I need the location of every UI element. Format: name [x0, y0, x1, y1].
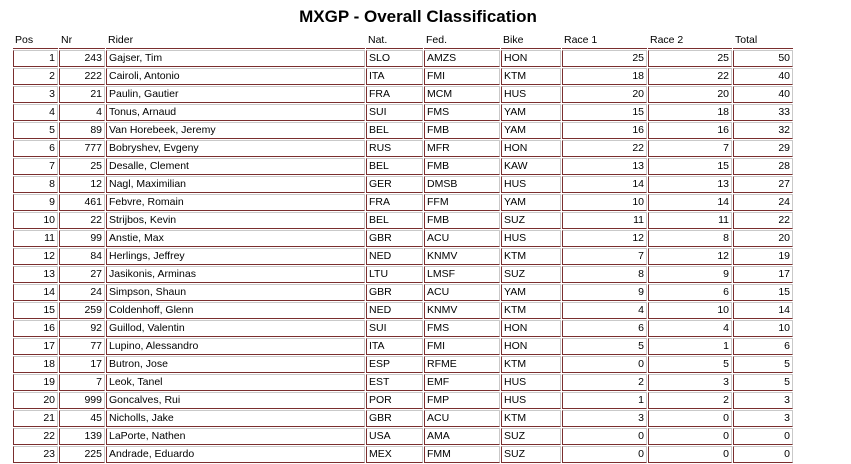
- cell-fed: ACU: [424, 410, 500, 427]
- cell-race1: 3: [562, 410, 647, 427]
- cell-nr: 12: [59, 176, 105, 193]
- column-header-total: Total: [733, 33, 793, 49]
- cell-nr: 999: [59, 392, 105, 409]
- cell-nr: 92: [59, 320, 105, 337]
- column-header-race2: Race 2: [648, 33, 732, 49]
- cell-pos: 2: [13, 68, 58, 85]
- cell-nat: EST: [366, 374, 423, 391]
- cell-rider: Anstie, Max: [106, 230, 365, 247]
- cell-race2: 18: [648, 104, 732, 121]
- cell-fed: DMSB: [424, 176, 500, 193]
- cell-pos: 4: [13, 104, 58, 121]
- cell-bike: HUS: [501, 230, 561, 247]
- cell-fed: FMB: [424, 158, 500, 175]
- cell-total: 0: [733, 428, 793, 445]
- cell-race2: 7: [648, 140, 732, 157]
- cell-bike: SUZ: [501, 446, 561, 463]
- cell-race1: 8: [562, 266, 647, 283]
- cell-rider: Desalle, Clement: [106, 158, 365, 175]
- table-row: [13, 446, 793, 463]
- cell-nat: BEL: [366, 158, 423, 175]
- cell-nr: 243: [59, 50, 105, 67]
- cell-fed: FMM: [424, 446, 500, 463]
- cell-bike: SUZ: [501, 212, 561, 229]
- table-row: [13, 410, 793, 427]
- cell-race1: 4: [562, 302, 647, 319]
- cell-race1: 10: [562, 194, 647, 211]
- cell-fed: ACU: [424, 230, 500, 247]
- cell-fed: FMB: [424, 122, 500, 139]
- cell-nat: GBR: [366, 230, 423, 247]
- cell-race2: 25: [648, 50, 732, 67]
- cell-race2: 15: [648, 158, 732, 175]
- cell-rider: Jasikonis, Arminas: [106, 266, 365, 283]
- cell-nat: FRA: [366, 86, 423, 103]
- cell-nr: 222: [59, 68, 105, 85]
- cell-race1: 16: [562, 122, 647, 139]
- cell-total: 3: [733, 392, 793, 409]
- cell-fed: MFR: [424, 140, 500, 157]
- cell-total: 5: [733, 356, 793, 373]
- cell-total: 27: [733, 176, 793, 193]
- column-header-nr: Nr: [59, 33, 105, 49]
- cell-race2: 3: [648, 374, 732, 391]
- cell-nat: GER: [366, 176, 423, 193]
- cell-nr: 259: [59, 302, 105, 319]
- cell-nr: 139: [59, 428, 105, 445]
- cell-race1: 13: [562, 158, 647, 175]
- cell-nat: ITA: [366, 68, 423, 85]
- cell-nr: 21: [59, 86, 105, 103]
- table-row: [13, 248, 793, 265]
- cell-total: 15: [733, 284, 793, 301]
- cell-nat: SLO: [366, 50, 423, 67]
- cell-pos: 8: [13, 176, 58, 193]
- cell-bike: HON: [501, 338, 561, 355]
- table-row: [13, 392, 793, 409]
- cell-race1: 9: [562, 284, 647, 301]
- cell-race1: 5: [562, 338, 647, 355]
- cell-nat: MEX: [366, 446, 423, 463]
- cell-fed: FMB: [424, 212, 500, 229]
- cell-race2: 6: [648, 284, 732, 301]
- cell-fed: KNMV: [424, 302, 500, 319]
- cell-race2: 13: [648, 176, 732, 193]
- cell-nat: GBR: [366, 284, 423, 301]
- cell-race2: 9: [648, 266, 732, 283]
- cell-pos: 19: [13, 374, 58, 391]
- cell-race1: 6: [562, 320, 647, 337]
- cell-bike: KAW: [501, 158, 561, 175]
- cell-rider: LaPorte, Nathen: [106, 428, 365, 445]
- cell-rider: Cairoli, Antonio: [106, 68, 365, 85]
- cell-fed: EMF: [424, 374, 500, 391]
- cell-nat: NED: [366, 302, 423, 319]
- cell-total: 10: [733, 320, 793, 337]
- cell-nat: POR: [366, 392, 423, 409]
- cell-bike: YAM: [501, 122, 561, 139]
- cell-pos: 13: [13, 266, 58, 283]
- cell-rider: Guillod, Valentin: [106, 320, 365, 337]
- cell-nat: ITA: [366, 338, 423, 355]
- cell-total: 32: [733, 122, 793, 139]
- page-title: MXGP - Overall Classification: [299, 7, 537, 26]
- table-row: [13, 284, 793, 301]
- cell-bike: YAM: [501, 284, 561, 301]
- cell-nat: BEL: [366, 122, 423, 139]
- cell-bike: SUZ: [501, 266, 561, 283]
- cell-bike: HON: [501, 320, 561, 337]
- cell-fed: AMA: [424, 428, 500, 445]
- column-header-pos: Pos: [13, 33, 58, 49]
- cell-nat: SUI: [366, 104, 423, 121]
- cell-rider: Lupino, Alessandro: [106, 338, 365, 355]
- cell-nr: 77: [59, 338, 105, 355]
- cell-nr: 17: [59, 356, 105, 373]
- cell-bike: SUZ: [501, 428, 561, 445]
- cell-nr: 99: [59, 230, 105, 247]
- cell-bike: KTM: [501, 356, 561, 373]
- cell-nat: GBR: [366, 410, 423, 427]
- cell-rider: Paulin, Gautier: [106, 86, 365, 103]
- cell-rider: Andrade, Eduardo: [106, 446, 365, 463]
- cell-pos: 11: [13, 230, 58, 247]
- cell-fed: FMI: [424, 338, 500, 355]
- column-header-race1: Race 1: [562, 33, 647, 49]
- cell-fed: FMP: [424, 392, 500, 409]
- cell-rider: Goncalves, Rui: [106, 392, 365, 409]
- cell-total: 50: [733, 50, 793, 67]
- cell-race1: 18: [562, 68, 647, 85]
- cell-total: 3: [733, 410, 793, 427]
- cell-fed: ACU: [424, 284, 500, 301]
- cell-nat: NED: [366, 248, 423, 265]
- cell-race1: 0: [562, 356, 647, 373]
- cell-bike: HUS: [501, 86, 561, 103]
- cell-race1: 0: [562, 428, 647, 445]
- cell-race1: 12: [562, 230, 647, 247]
- cell-nat: LTU: [366, 266, 423, 283]
- cell-rider: Herlings, Jeffrey: [106, 248, 365, 265]
- cell-bike: KTM: [501, 68, 561, 85]
- cell-fed: AMZS: [424, 50, 500, 67]
- cell-race1: 14: [562, 176, 647, 193]
- cell-race2: 0: [648, 410, 732, 427]
- table-row: [13, 86, 793, 103]
- cell-total: 0: [733, 446, 793, 463]
- table-row: [13, 212, 793, 229]
- table-row: [13, 266, 793, 283]
- cell-race1: 7: [562, 248, 647, 265]
- cell-total: 33: [733, 104, 793, 121]
- cell-total: 17: [733, 266, 793, 283]
- cell-nat: SUI: [366, 320, 423, 337]
- cell-race1: 11: [562, 212, 647, 229]
- table-row: [13, 176, 793, 193]
- cell-nr: 84: [59, 248, 105, 265]
- cell-fed: FFM: [424, 194, 500, 211]
- cell-total: 28: [733, 158, 793, 175]
- cell-fed: MCM: [424, 86, 500, 103]
- cell-pos: 7: [13, 158, 58, 175]
- cell-nat: RUS: [366, 140, 423, 157]
- cell-bike: HON: [501, 50, 561, 67]
- cell-rider: Strijbos, Kevin: [106, 212, 365, 229]
- cell-rider: Simpson, Shaun: [106, 284, 365, 301]
- cell-race2: 20: [648, 86, 732, 103]
- table-row: [13, 50, 793, 67]
- cell-nr: 24: [59, 284, 105, 301]
- cell-nat: BEL: [366, 212, 423, 229]
- cell-nr: 45: [59, 410, 105, 427]
- cell-rider: Butron, Jose: [106, 356, 365, 373]
- cell-nr: 225: [59, 446, 105, 463]
- cell-rider: Coldenhoff, Glenn: [106, 302, 365, 319]
- table-row: [13, 230, 793, 247]
- cell-race1: 15: [562, 104, 647, 121]
- table-row: [13, 428, 793, 445]
- cell-race2: 10: [648, 302, 732, 319]
- cell-nat: ESP: [366, 356, 423, 373]
- cell-race2: 5: [648, 356, 732, 373]
- column-header-nat: Nat.: [366, 33, 423, 49]
- cell-race2: 8: [648, 230, 732, 247]
- cell-pos: 16: [13, 320, 58, 337]
- cell-race2: 0: [648, 428, 732, 445]
- table-header-row: [13, 33, 793, 49]
- cell-rider: Tonus, Arnaud: [106, 104, 365, 121]
- cell-pos: 21: [13, 410, 58, 427]
- table-row: [13, 158, 793, 175]
- table-row: [13, 356, 793, 373]
- cell-race2: 1: [648, 338, 732, 355]
- cell-rider: Nicholls, Jake: [106, 410, 365, 427]
- cell-nr: 7: [59, 374, 105, 391]
- column-header-fed: Fed.: [424, 33, 500, 49]
- cell-nr: 25: [59, 158, 105, 175]
- table-row: [13, 374, 793, 391]
- cell-race1: 2: [562, 374, 647, 391]
- cell-nr: 27: [59, 266, 105, 283]
- cell-total: 5: [733, 374, 793, 391]
- cell-race1: 0: [562, 446, 647, 463]
- cell-fed: FMS: [424, 104, 500, 121]
- classification-table: [12, 32, 794, 464]
- cell-rider: Gajser, Tim: [106, 50, 365, 67]
- cell-race2: 22: [648, 68, 732, 85]
- table-row: [13, 320, 793, 337]
- cell-rider: Febvre, Romain: [106, 194, 365, 211]
- cell-bike: KTM: [501, 410, 561, 427]
- cell-bike: YAM: [501, 194, 561, 211]
- cell-pos: 22: [13, 428, 58, 445]
- cell-race2: 12: [648, 248, 732, 265]
- cell-nr: 777: [59, 140, 105, 157]
- cell-total: 6: [733, 338, 793, 355]
- cell-nr: 461: [59, 194, 105, 211]
- cell-race1: 1: [562, 392, 647, 409]
- cell-fed: FMI: [424, 68, 500, 85]
- table-row: [13, 104, 793, 121]
- cell-total: 20: [733, 230, 793, 247]
- cell-bike: HUS: [501, 392, 561, 409]
- cell-race1: 25: [562, 50, 647, 67]
- cell-fed: KNMV: [424, 248, 500, 265]
- cell-pos: 5: [13, 122, 58, 139]
- cell-pos: 6: [13, 140, 58, 157]
- cell-total: 14: [733, 302, 793, 319]
- cell-total: 22: [733, 212, 793, 229]
- table-row: [13, 122, 793, 139]
- cell-rider: Bobryshev, Evgeny: [106, 140, 365, 157]
- cell-fed: FMS: [424, 320, 500, 337]
- table-row: [13, 68, 793, 85]
- cell-fed: RFME: [424, 356, 500, 373]
- table-row: [13, 302, 793, 319]
- cell-bike: KTM: [501, 302, 561, 319]
- cell-pos: 9: [13, 194, 58, 211]
- table-row: [13, 140, 793, 157]
- cell-rider: Leok, Tanel: [106, 374, 365, 391]
- cell-pos: 3: [13, 86, 58, 103]
- cell-bike: KTM: [501, 248, 561, 265]
- cell-total: 19: [733, 248, 793, 265]
- cell-nat: FRA: [366, 194, 423, 211]
- cell-race1: 20: [562, 86, 647, 103]
- cell-nat: USA: [366, 428, 423, 445]
- table-row: [13, 194, 793, 211]
- cell-race2: 11: [648, 212, 732, 229]
- cell-pos: 20: [13, 392, 58, 409]
- cell-pos: 10: [13, 212, 58, 229]
- cell-pos: 15: [13, 302, 58, 319]
- cell-pos: 17: [13, 338, 58, 355]
- cell-fed: LMSF: [424, 266, 500, 283]
- cell-total: 29: [733, 140, 793, 157]
- cell-pos: 23: [13, 446, 58, 463]
- cell-race2: 16: [648, 122, 732, 139]
- cell-pos: 12: [13, 248, 58, 265]
- column-header-bike: Bike: [501, 33, 561, 49]
- table-body: [13, 50, 793, 463]
- cell-total: 40: [733, 86, 793, 103]
- cell-race2: 14: [648, 194, 732, 211]
- cell-nr: 4: [59, 104, 105, 121]
- cell-pos: 14: [13, 284, 58, 301]
- cell-rider: Nagl, Maximilian: [106, 176, 365, 193]
- cell-pos: 1: [13, 50, 58, 67]
- cell-nr: 89: [59, 122, 105, 139]
- cell-total: 40: [733, 68, 793, 85]
- cell-bike: HON: [501, 140, 561, 157]
- cell-total: 24: [733, 194, 793, 211]
- cell-bike: HUS: [501, 176, 561, 193]
- cell-race2: 4: [648, 320, 732, 337]
- table-row: [13, 338, 793, 355]
- cell-race1: 22: [562, 140, 647, 157]
- cell-race2: 2: [648, 392, 732, 409]
- cell-bike: YAM: [501, 104, 561, 121]
- cell-bike: HUS: [501, 374, 561, 391]
- cell-pos: 18: [13, 356, 58, 373]
- cell-nr: 22: [59, 212, 105, 229]
- cell-race2: 0: [648, 446, 732, 463]
- column-header-rider: Rider: [106, 33, 365, 49]
- cell-rider: Van Horebeek, Jeremy: [106, 122, 365, 139]
